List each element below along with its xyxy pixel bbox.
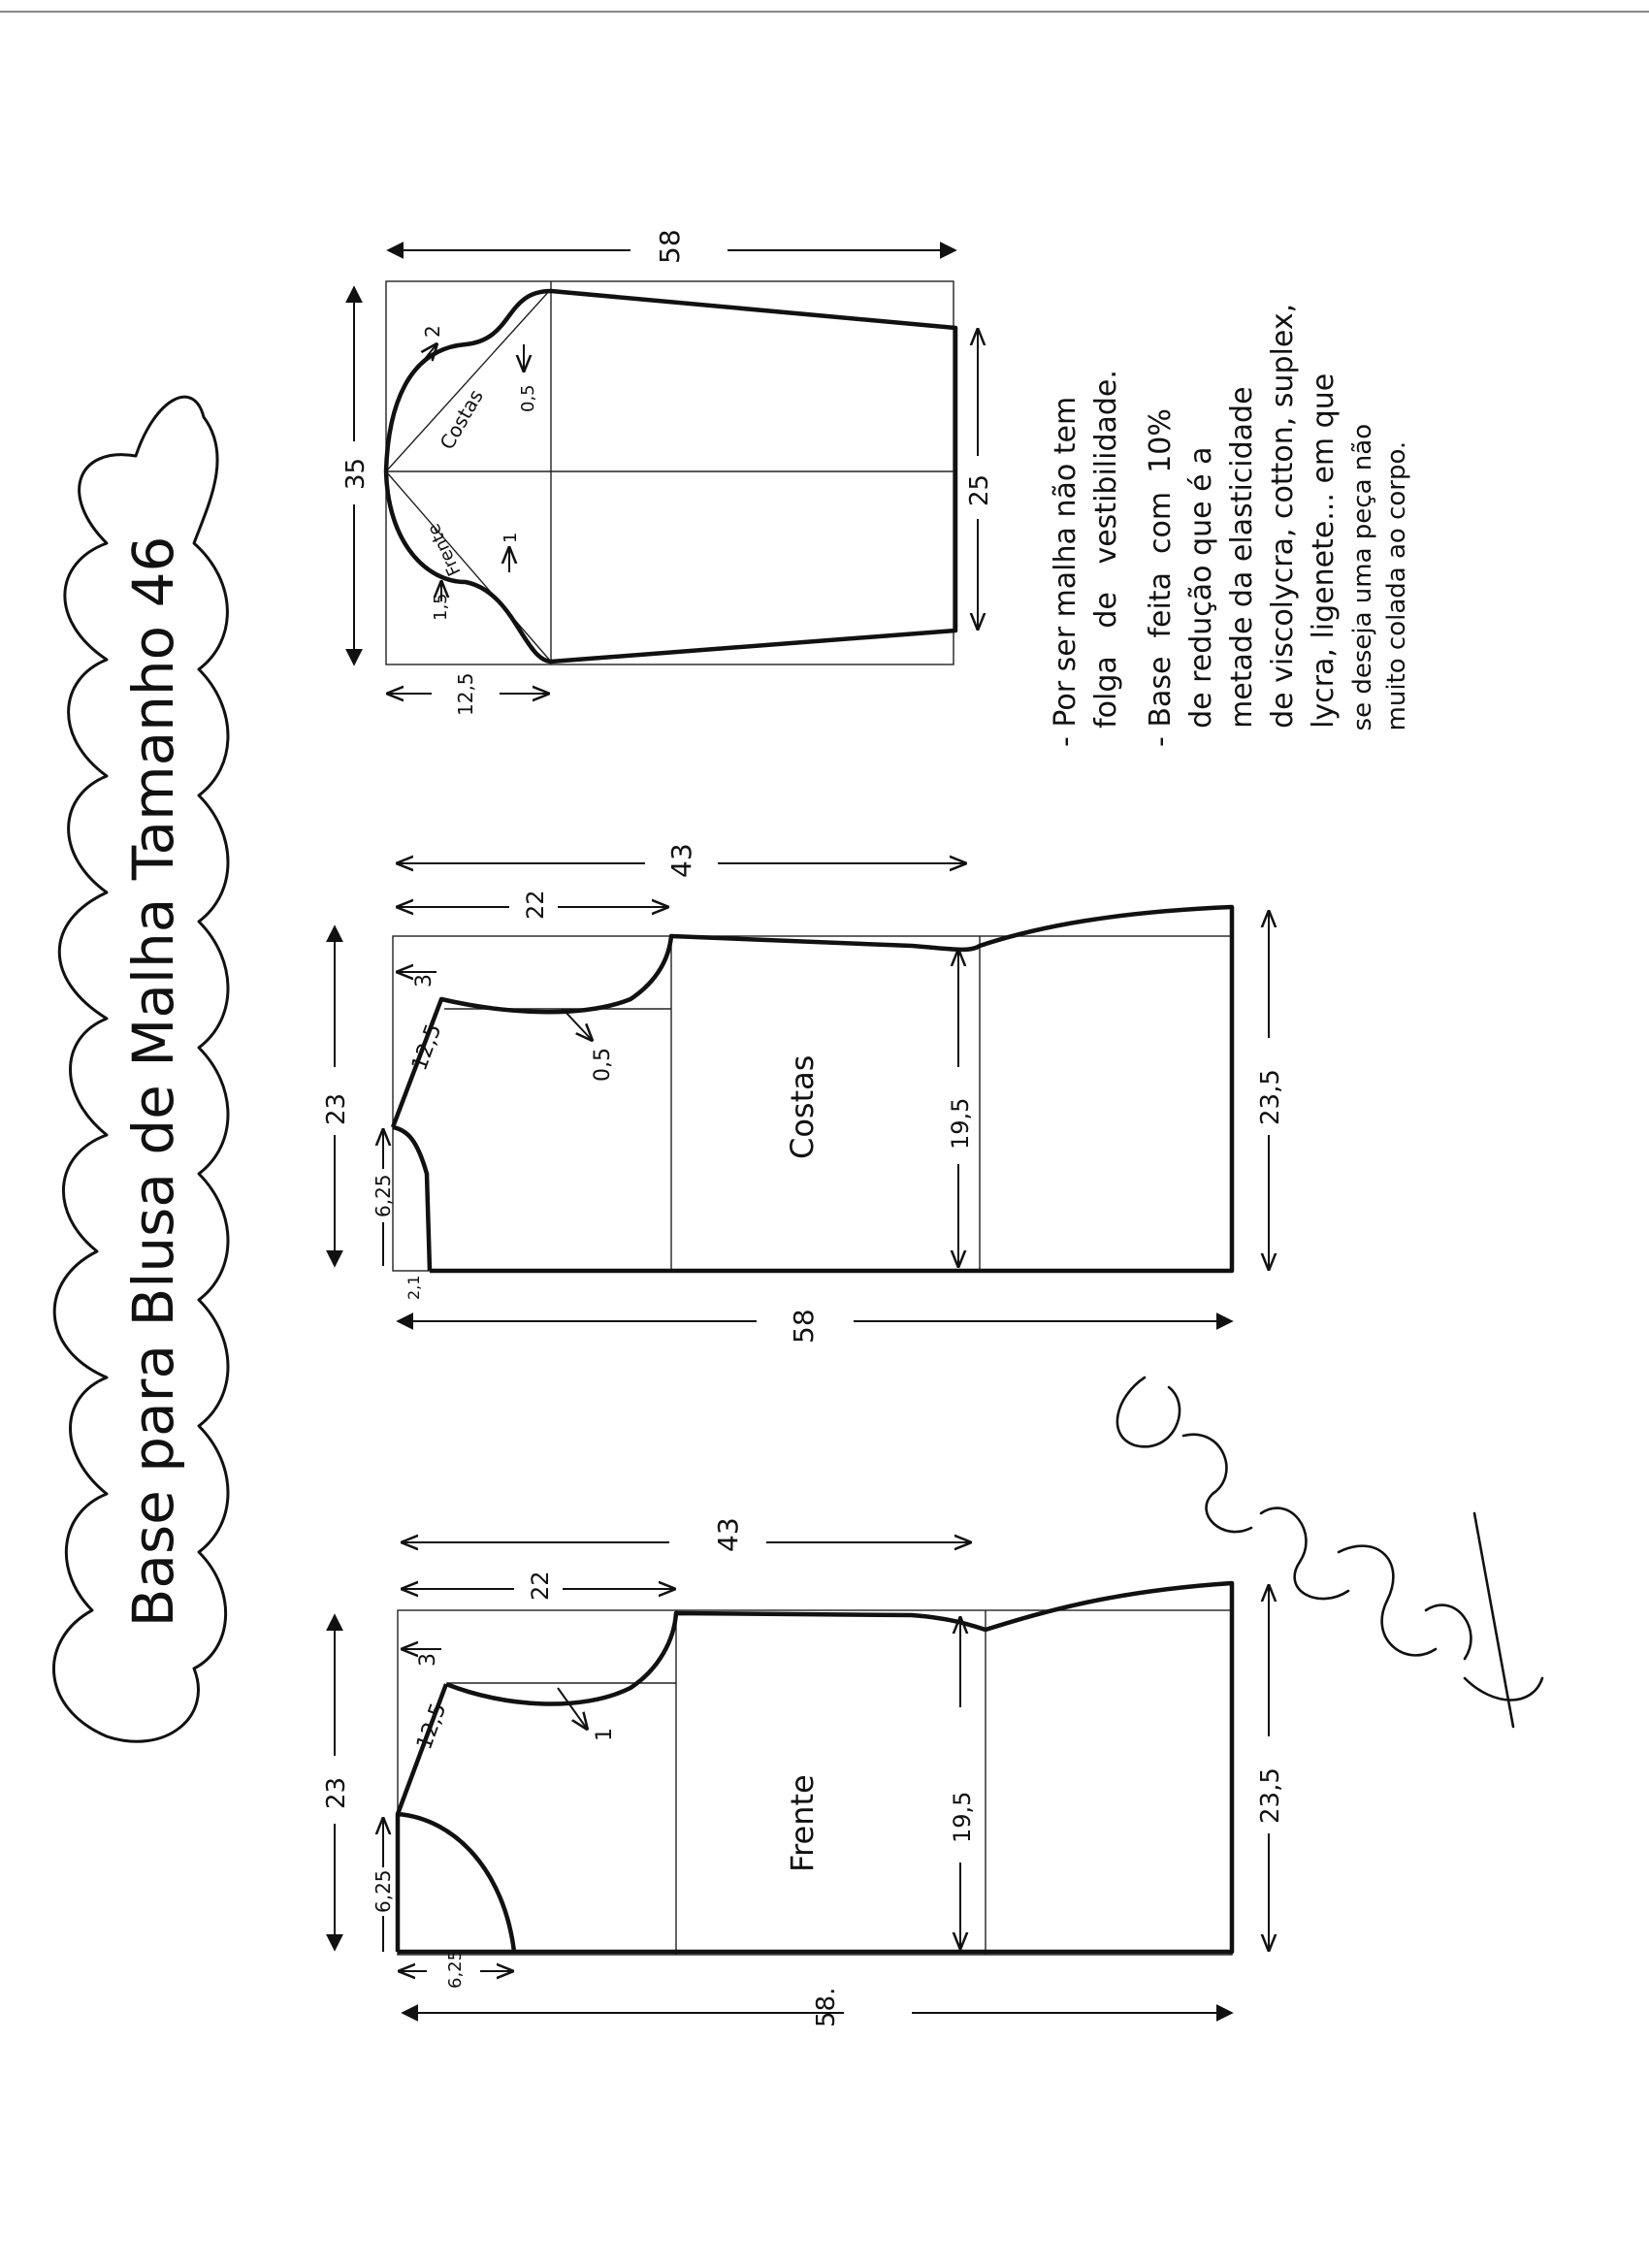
sleeve-piece bbox=[341, 229, 994, 716]
notes-line-8: se deseja uma peça não bbox=[1348, 423, 1377, 747]
notes-line-9: muito colada ao corpo. bbox=[1382, 440, 1411, 747]
sleeve-outline bbox=[386, 291, 955, 662]
notes-line-7: lycra, ligenete... em que bbox=[1307, 373, 1341, 747]
sleeve-back-label: Costas bbox=[435, 385, 488, 454]
back-bust-height-label: 19,5 bbox=[947, 1097, 974, 1150]
notes-line-4: de redução que é a bbox=[1184, 446, 1218, 747]
back-shoulder-drop-label: 3 bbox=[412, 974, 436, 988]
back-23-label: 23 bbox=[322, 1092, 351, 1125]
signature bbox=[1117, 1377, 1542, 1727]
front-neck-width-label: 6,25 bbox=[445, 1949, 466, 1989]
sleeve-length-label: 58 bbox=[654, 229, 686, 264]
front-piece-name: Frente bbox=[784, 1774, 821, 1872]
back-width-label: 23,5 bbox=[1256, 1069, 1285, 1125]
notes-line-3: - Base feita com 10% bbox=[1144, 408, 1178, 747]
notes-line-5: metade da elasticidade bbox=[1225, 386, 1259, 747]
front-neck-depth-label: 6,25 bbox=[372, 1869, 395, 1913]
back-piece bbox=[322, 843, 1285, 1344]
front-shoulder-drop-label: 3 bbox=[416, 1653, 440, 1667]
sleeve-front-offset-in: 1 bbox=[501, 532, 521, 543]
front-shoulder-length-label: 12,5 bbox=[412, 1700, 452, 1754]
front-armhole-offset-label: 1 bbox=[593, 1728, 617, 1741]
notes-line-1: - Por ser malha não tem bbox=[1049, 396, 1083, 747]
title-cloud bbox=[53, 397, 228, 1741]
back-length-label: 58 bbox=[788, 1309, 820, 1344]
front-piece bbox=[322, 1517, 1285, 2027]
back-armhole-offset-label: 0,5 bbox=[591, 1048, 615, 1082]
sleeve-cap-height-label: 12,5 bbox=[454, 672, 477, 716]
notes-line-6: de viscolycra, cotton, suplex, bbox=[1266, 303, 1300, 747]
sleeve-front-label: Frente bbox=[423, 520, 466, 579]
sleeve-back-offset-in: 0,5 bbox=[518, 384, 538, 412]
sleeve-cuff-width-label: 25 bbox=[965, 473, 994, 506]
front-length-label: 58. bbox=[812, 1987, 841, 2027]
sleeve-cap-width-label: 35 bbox=[341, 457, 371, 490]
sleeve-back-offset-out: 2 bbox=[421, 325, 444, 338]
back-neck-width-label: 2,1 bbox=[404, 1275, 423, 1300]
back-43-label: 43 bbox=[665, 843, 697, 878]
front-outline bbox=[398, 1583, 1232, 1952]
front-22-label: 22 bbox=[527, 1571, 554, 1601]
front-bust-height-label: 19,5 bbox=[949, 1791, 976, 1843]
notes-line-2: folga de vestibilidade. bbox=[1089, 370, 1123, 747]
back-shoulder-length-label: 12,5 bbox=[407, 1021, 447, 1075]
title-text: Base para Blusa de Malha Tamanho 46 bbox=[120, 535, 186, 1628]
back-22-label: 22 bbox=[522, 890, 549, 920]
front-width-label: 23,5 bbox=[1256, 1767, 1285, 1824]
back-piece-name: Costas bbox=[784, 1054, 821, 1159]
front-23-label: 23 bbox=[322, 1776, 351, 1809]
back-neck-depth-label: 6,25 bbox=[372, 1174, 395, 1217]
notes-block bbox=[1049, 304, 1411, 747]
sleeve-front-offset-out: 1,5 bbox=[431, 593, 451, 621]
front-43-label: 43 bbox=[712, 1517, 744, 1552]
